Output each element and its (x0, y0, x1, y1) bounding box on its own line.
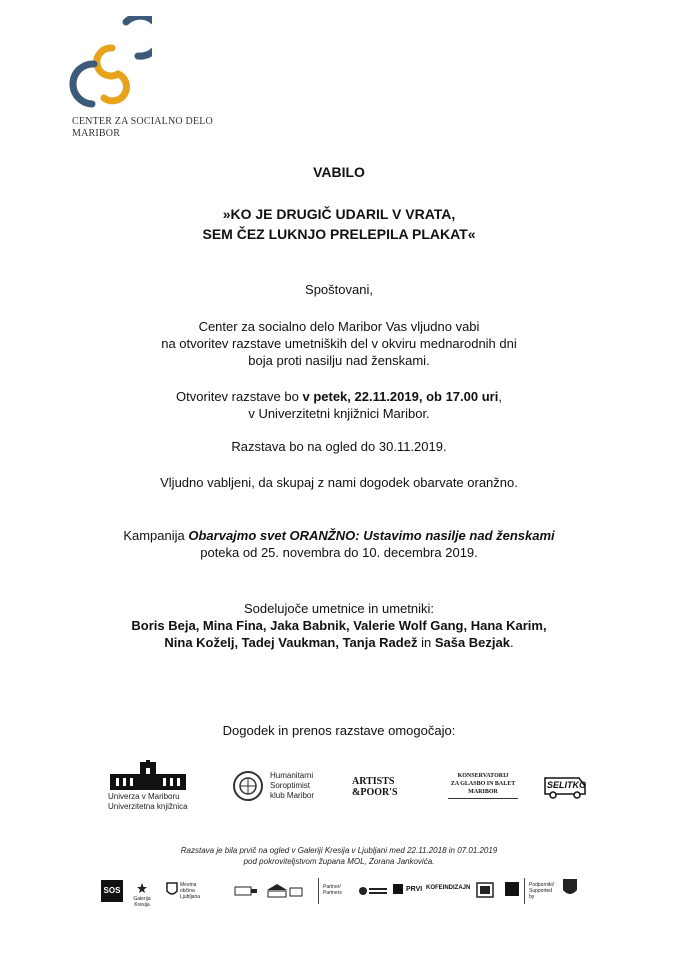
konservatorij-logo: KONSERVATORIJ ZA GLASBO IN BALET MARIBOR (438, 772, 528, 799)
campaign-paragraph: Kampanija Obarvajmo svet ORANŽNO: Ustavimo nasilje nad ženskami poteka od 25. novembra do 10. decembra 2019. (123, 528, 555, 560)
opening-paragraph: Otvoritev razstave bo v petek, 22.11.2019, ob 17.00 uri, v Univerzitetni knjižnici Maribor. (176, 389, 502, 421)
partners-label: Partner/ Partners (323, 884, 342, 896)
prvi-logo: PRVI (393, 884, 422, 894)
org-name: CENTER ZA SOCIALNO DELO MARIBOR (72, 116, 213, 139)
footnote: Razstava je bila prvič na ogled v Galeriji Kresija v Ljubljani med 22.11.2018 in 07.01.2019 pod pokroviteljstvom župana MOL, Zorana Jankovića. (180, 846, 498, 866)
exhibition-until: Razstava bo na ogled do 30.11.2019. (231, 439, 447, 454)
artists-section: Sodelujoče umetnice in umetniki: Boris Beja, Mina Fina, Jaka Babnik, Valerie Wolf Gang, Hana Karim, Nina Koželj, Tadej Vaukman, Tanja Radež in Saša Bezjak. (131, 601, 547, 650)
salutation: Spoštovani, (305, 282, 373, 297)
divider (524, 878, 525, 904)
ljubljana-logo: Mestna občina Ljubljana (166, 882, 206, 900)
sponsors-heading: Dogodek in prenos razstave omogočajo: (222, 723, 456, 738)
csd-logo-icon (68, 16, 152, 112)
soroptimist-emblem-icon (232, 770, 264, 802)
page-title: VABILO (313, 164, 365, 180)
univerza-building-icon (108, 760, 188, 792)
selitko-logo: SELITKO (541, 774, 580, 784)
city-crest-icon (166, 882, 178, 898)
invite-text: Vljudno vabljeni, da skupaj z nami dogodek obarvate oranžno. (160, 475, 518, 490)
intro-paragraph: Center za socialno delo Maribor Vas vljudno vabi na otvoritev razstave umetniških del v okviru mednarodnih dni boja proti nasilju nad ženskami. (161, 319, 517, 368)
exhibition-title: »KO JE DRUGIČ UDARIL V VRATA, SEM ČEZ LUKNJO PRELEPILA PLAKAT« (202, 206, 476, 242)
artists-poors-logo: ARTISTS &POOR'S (352, 776, 398, 798)
minor-logo-icon (234, 884, 258, 898)
prvi-square-icon (393, 884, 403, 894)
minor-logo-icon (476, 882, 494, 898)
univerza-logo: Univerza v Mariboru Univerzitetna knjižnica (108, 760, 194, 812)
bank-logo-icon (358, 884, 388, 898)
unesco-logo-icon (265, 882, 305, 900)
sos-logo: SOS (101, 880, 123, 902)
supported-by-label: Podporniki/ Supported by (529, 882, 555, 900)
divider (318, 878, 319, 904)
star-icon (136, 882, 148, 894)
kresija-logo: Galerija Kresija (128, 882, 156, 908)
crest-icon (562, 878, 578, 898)
black-square-logo (505, 882, 519, 896)
kofein-logo: KOFEINDIZAJN (426, 885, 471, 891)
soroptimist-logo: Humanitarni Soroptimist klub Maribor (232, 770, 314, 802)
